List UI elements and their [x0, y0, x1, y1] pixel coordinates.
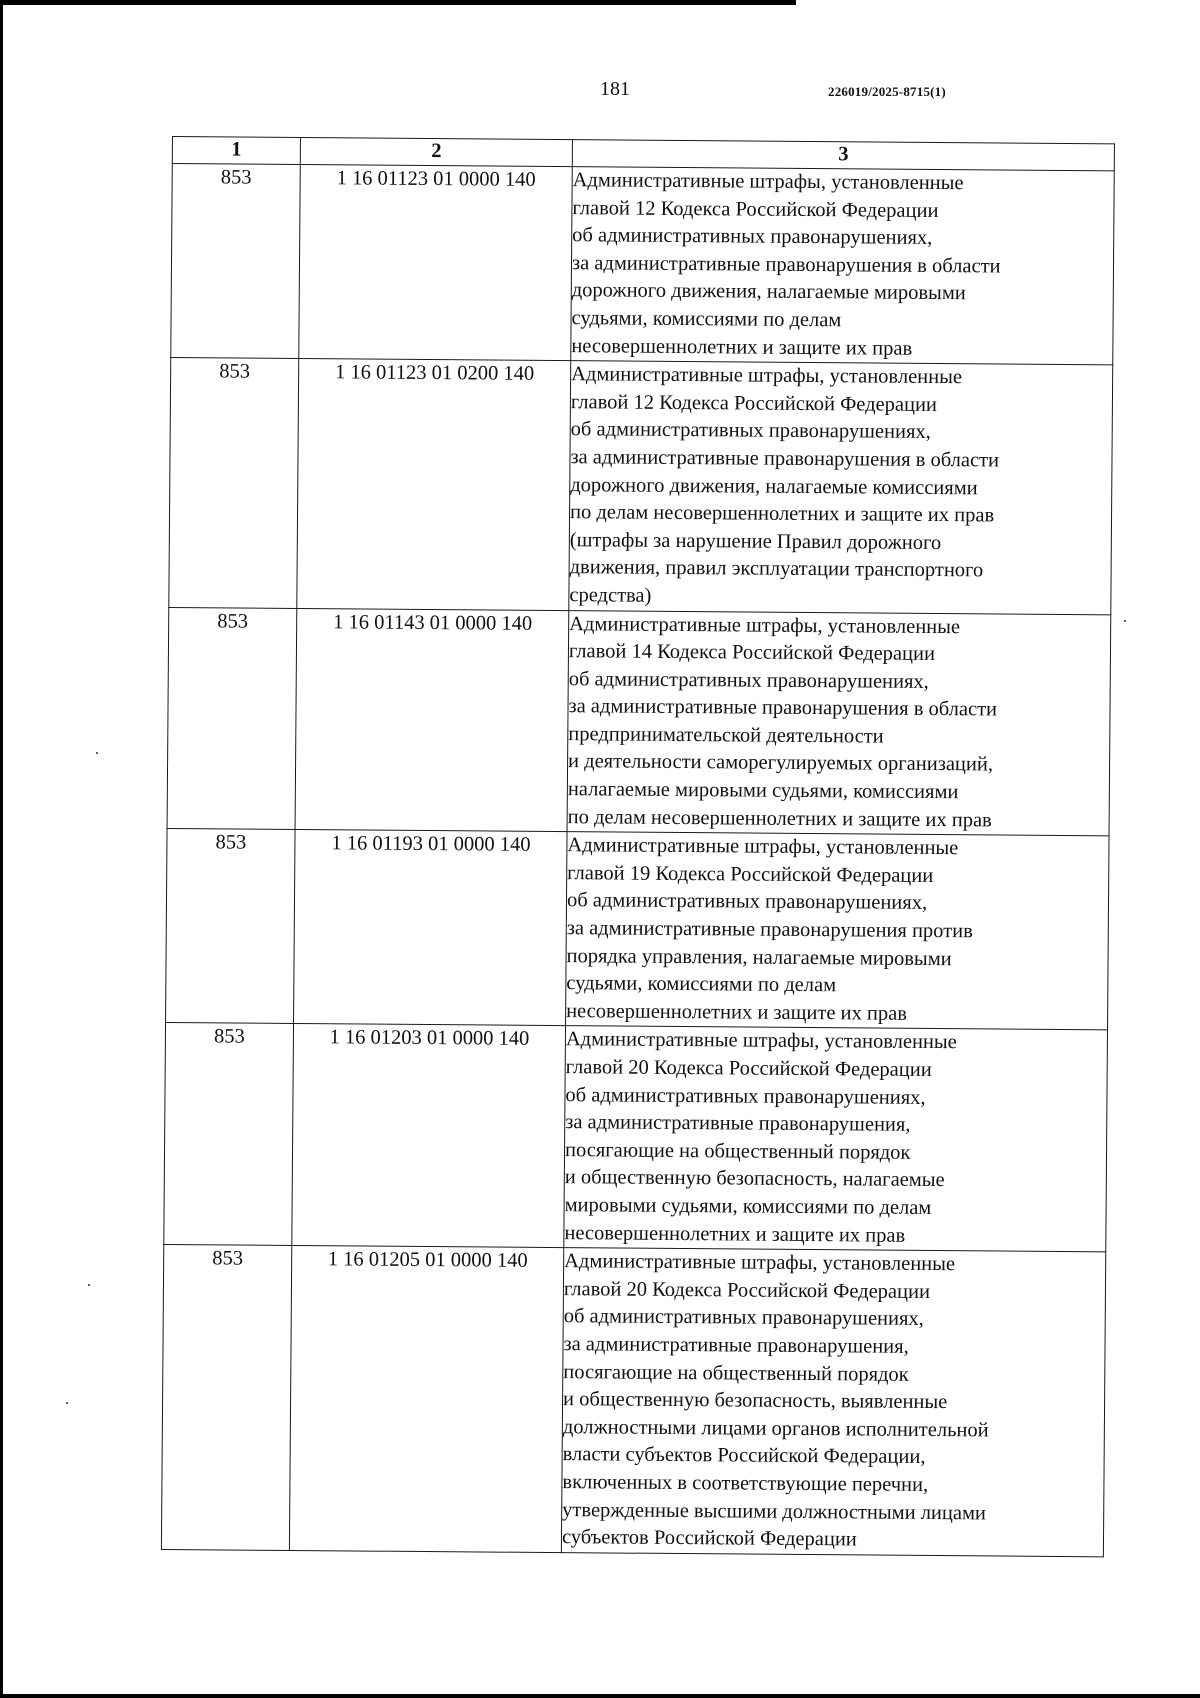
- description-line: предпринимательской деятельности: [568, 723, 884, 748]
- scan-border-bottom: [0, 1694, 1200, 1698]
- budget-classification-code-cell: 1 16 01123 01 0000 140: [299, 165, 573, 361]
- administrator-code-cell: 853: [161, 1245, 291, 1551]
- description-line: об административных правонарушениях,: [572, 224, 933, 250]
- scan-speck: [96, 752, 98, 754]
- description-line: несовершеннолетних и защите их прав: [566, 999, 908, 1025]
- description-line: главой 12 Кодекса Российской Федерации: [570, 390, 938, 416]
- description-line: судьями, комиссиями по делам: [566, 972, 837, 997]
- description-line: и общественную безопасность, налагаемые: [564, 1166, 945, 1192]
- budget-classification-code-cell: 1 16 01205 01 0000 140: [289, 1246, 563, 1553]
- table-row: [164, 1023, 1108, 1252]
- description-line: движения, правил эксплуатации транспортного: [569, 556, 984, 582]
- description-line: главой 12 Кодекса Российской Федерации: [572, 196, 939, 222]
- description-line: дорожного движения, налагаемые комиссиями: [570, 473, 978, 499]
- description-line: средства): [569, 584, 652, 607]
- description-line: несовершеннолетних и защите их прав: [571, 334, 913, 360]
- description-line: об административных правонарушениях,: [565, 1083, 926, 1109]
- description-line: об административных правонарушениях,: [566, 889, 928, 915]
- column-header-1: 1: [172, 137, 300, 165]
- description-line: Административные штрафы, установленные: [565, 1028, 957, 1054]
- description-line: субъектов Российской Федерации: [561, 1526, 857, 1551]
- description-line: за административные правонарушения в области: [570, 446, 1000, 472]
- description-line: по делам несовершеннолетних и защите их прав: [567, 805, 992, 832]
- page-number: 181: [600, 78, 630, 100]
- description-line: за административные правонарушения,: [565, 1111, 911, 1137]
- description-cell: [566, 832, 1110, 1030]
- administrator-code-cell: 853: [171, 164, 301, 359]
- description-line: налагаемые мировыми судьями, комиссиями: [567, 778, 959, 804]
- table-row: [169, 358, 1113, 615]
- description-cell: [564, 1026, 1108, 1252]
- scan-speck: [1124, 620, 1126, 622]
- description-line: и деятельности саморегулируемых организаций,: [568, 750, 994, 776]
- description-cell: [569, 361, 1113, 615]
- description-line: должностными лицами органов исполнительной: [562, 1415, 989, 1442]
- description-line: Административные штрафы, установленные: [572, 169, 964, 195]
- description-line: за административные правонарушения против: [566, 917, 973, 943]
- table-body: [161, 164, 1114, 1557]
- administrator-code-cell: 853: [166, 829, 296, 1024]
- administrator-code-cell: 853: [169, 358, 299, 608]
- description-line: Административные штрафы, установленные: [567, 834, 959, 860]
- description-cell: [561, 1248, 1105, 1557]
- description-cell: [571, 167, 1115, 365]
- description-line: об административных правонарушениях,: [570, 418, 931, 444]
- scan-border-top: [0, 0, 796, 5]
- description-line: дорожного движения, налагаемые мировыми: [571, 279, 966, 305]
- description-line: об административных правонарушениях,: [568, 667, 929, 693]
- description-line: главой 20 Кодекса Российской Федерации: [563, 1277, 931, 1303]
- description-line: за административные правонарушения в области: [571, 251, 1001, 278]
- description-line: Административные штрафы, установленные: [569, 612, 961, 638]
- budget-classification-code-cell: 1 16 01193 01 0000 140: [294, 830, 568, 1026]
- description-line: включенных в соответствующие перечни,: [562, 1471, 929, 1496]
- description-line: (штрафы за нарушение Правил дорожного: [569, 528, 942, 554]
- description-line: судьями, комиссиями по делам: [571, 307, 842, 332]
- document-reference: 226019/2025-8715(1): [828, 84, 946, 99]
- table-row: [166, 829, 1109, 1031]
- scan-speck: [88, 1284, 90, 1286]
- column-header-3: 3: [572, 140, 1114, 171]
- description-cell: [567, 610, 1111, 836]
- budget-classification-code-cell: 1 16 01203 01 0000 140: [292, 1024, 566, 1248]
- description-line: Административные штрафы, установленные: [564, 1250, 956, 1276]
- description-line: посягающие на общественный порядок: [564, 1138, 911, 1164]
- description-line: за административные правонарушения в области: [568, 695, 998, 721]
- budget-classification-code-cell: 1 16 01123 01 0200 140: [297, 359, 571, 610]
- table-row: [167, 607, 1111, 836]
- administrator-code-cell: 853: [167, 607, 297, 830]
- table-row: [161, 1245, 1105, 1557]
- description-line: за административные правонарушения,: [563, 1333, 909, 1358]
- administrator-code-cell: 853: [164, 1023, 294, 1246]
- description-line: порядка управления, налагаемые мировыми: [566, 944, 952, 970]
- description-line: несовершеннолетних и защите их прав: [564, 1221, 906, 1247]
- budget-classification-code-cell: 1 16 01143 01 0000 140: [295, 608, 569, 832]
- column-header-2: 2: [300, 138, 572, 167]
- description-line: утвержденные высшими должностными лицами: [562, 1498, 987, 1524]
- description-line: об административных правонарушениях,: [563, 1305, 924, 1331]
- table-row: [171, 164, 1114, 366]
- description-line: по делам несовершеннолетних и защите их прав: [569, 501, 995, 527]
- description-line: мировыми судьями, комиссиями по делам: [564, 1194, 932, 1219]
- description-line: власти субъектов Российской Федерации,: [562, 1443, 926, 1469]
- description-line: посягающие на общественный порядок: [563, 1360, 909, 1386]
- description-line: главой 20 Кодекса Российской Федерации: [565, 1056, 932, 1081]
- description-line: Административные штрафы, установленные: [571, 363, 963, 389]
- revenue-codes-table: [161, 136, 1115, 1557]
- scan-speck: [66, 1402, 68, 1404]
- description-line: главой 14 Кодекса Российской Федерации: [568, 640, 936, 666]
- scan-border-left: [0, 0, 3, 1698]
- description-line: и общественную безопасность, выявленные: [563, 1388, 948, 1414]
- description-line: главой 19 Кодекса Российской Федерации: [567, 861, 934, 887]
